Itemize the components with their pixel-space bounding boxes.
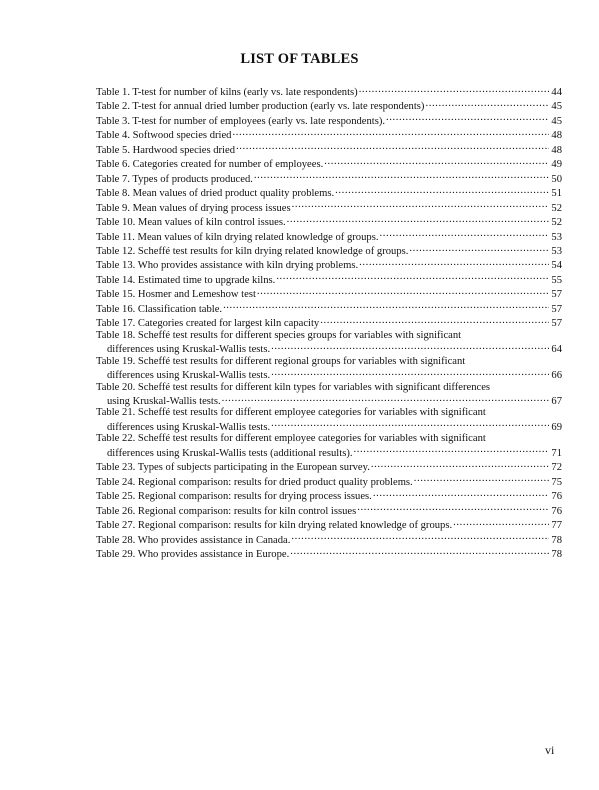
toc-entry (96, 127, 562, 141)
toc-entry-page-number: 54 (551, 260, 562, 272)
toc-entry-page-number: 69 (551, 421, 562, 433)
toc-entry-label: Table 10. Mean values of kiln control issues. (96, 217, 286, 229)
toc-entry-last-line (96, 419, 562, 433)
toc-entry-line (96, 382, 562, 393)
dot-leader (409, 243, 549, 254)
toc-entry (96, 382, 562, 408)
toc-entry-page-number: 57 (551, 289, 562, 301)
toc-entry (96, 503, 562, 517)
toc-entry-page-number: 78 (551, 534, 562, 546)
toc-entry-label: Table 24. Regional comparison: results for dried product quality problems. (96, 476, 413, 488)
page-number-footer: vi (545, 743, 555, 757)
table-of-contents-list (96, 84, 562, 560)
toc-entry-page-number: 52 (551, 202, 562, 214)
toc-entry-page-number: 76 (551, 491, 562, 503)
toc-entry (96, 113, 562, 127)
toc-entry-label: Table 17. Categories created for largest kiln capacity (96, 318, 320, 330)
toc-entry-page-number: 45 (551, 101, 562, 113)
dot-leader (254, 171, 549, 182)
toc-entry (96, 200, 562, 214)
toc-entry-last-line (96, 272, 562, 286)
toc-entry (96, 407, 562, 433)
dot-leader (373, 488, 549, 499)
toc-entry-last-line (96, 214, 562, 228)
dot-leader (425, 98, 549, 109)
toc-entry-label: differences using Kruskal-Wallis tests (additional results). (107, 447, 353, 459)
toc-entry-label: Table 4. Softwood species dried (96, 130, 232, 142)
toc-entry-page-number: 72 (551, 462, 562, 474)
toc-entry-page-number: 57 (551, 318, 562, 330)
dot-leader (359, 84, 549, 95)
dot-leader (232, 127, 549, 138)
toc-entry-page-number: 53 (551, 245, 562, 257)
toc-entry-line (96, 356, 562, 367)
toc-entry-page-number: 53 (551, 231, 562, 243)
dot-leader (386, 113, 549, 124)
toc-entry-last-line (96, 257, 562, 271)
dot-leader (292, 200, 549, 211)
toc-entry-label: Table 8. Mean values of dried product quality problems. (96, 188, 335, 200)
toc-entry-label: Table 26. Regional comparison: results for kiln control issues (96, 505, 357, 517)
toc-entry-last-line (96, 474, 562, 488)
dot-leader (290, 546, 549, 557)
toc-entry-last-line (96, 393, 562, 407)
toc-entry (96, 171, 562, 185)
toc-entry-last-line (96, 200, 562, 214)
toc-entry-page-number: 50 (551, 173, 562, 185)
dot-leader (335, 185, 549, 196)
toc-entry-last-line (96, 488, 562, 502)
toc-entry (96, 433, 562, 459)
toc-entry-last-line (96, 517, 562, 531)
toc-entry-page-number: 66 (551, 370, 562, 382)
toc-entry-page-number: 45 (551, 115, 562, 127)
toc-entry-last-line (96, 341, 562, 355)
toc-entry-label: Table 28. Who provides assistance in Canada. (96, 534, 291, 546)
toc-entry-page-number: 51 (551, 188, 562, 200)
toc-entry-label: Table 5. Hardwood species dried (96, 144, 235, 156)
dot-leader (414, 474, 549, 485)
toc-entry-label: differences using Kruskal-Wallis tests. (107, 421, 271, 433)
toc-entry (96, 517, 562, 531)
toc-entry-label: Table 6. Categories created for number of employees. (96, 159, 324, 171)
toc-entry (96, 459, 562, 473)
dot-leader (320, 315, 549, 326)
toc-entry-last-line (96, 301, 562, 315)
toc-entry-label: differences using Kruskal-Wallis tests. (107, 344, 271, 356)
toc-entry (96, 286, 562, 300)
toc-entry (96, 185, 562, 199)
toc-entry-line (96, 433, 562, 444)
dot-leader (357, 503, 549, 514)
toc-entry-last-line (96, 113, 562, 127)
toc-entry-page-number: 48 (551, 130, 562, 142)
toc-entry-label: differences using Kruskal-Wallis tests. (107, 370, 271, 382)
toc-entry-line (96, 330, 562, 341)
toc-entry-last-line (96, 546, 562, 560)
toc-entry-label: Table 25. Regional comparison: results for drying process issues. (96, 491, 372, 503)
toc-entry-line (96, 407, 562, 418)
toc-entry-last-line (96, 315, 562, 329)
toc-entry (96, 243, 562, 257)
toc-entry-label: Table 21. Scheffé test results for different employee categories for variables with significant (96, 407, 486, 419)
toc-entry (96, 98, 562, 112)
toc-entry-label: Table 29. Who provides assistance in Europe. (96, 548, 290, 560)
toc-entry (96, 532, 562, 546)
dot-leader (271, 367, 549, 378)
toc-entry-last-line (96, 445, 562, 459)
toc-entry-page-number: 67 (551, 395, 562, 407)
toc-entry-label: Table 16. Classification table. (96, 303, 223, 315)
dot-leader (271, 419, 549, 430)
toc-entry-label: Table 2. T-test for annual dried lumber production (early vs. late respondents) (96, 101, 425, 113)
toc-entry-last-line (96, 459, 562, 473)
dot-leader (276, 272, 549, 283)
dot-leader (359, 257, 549, 268)
dot-leader (236, 142, 549, 153)
toc-entry (96, 330, 562, 356)
toc-entry-last-line (96, 367, 562, 381)
toc-entry-last-line (96, 503, 562, 517)
toc-entry-label: Table 12. Scheffé test results for kiln drying related knowledge of groups. (96, 245, 409, 257)
dot-leader (223, 301, 549, 312)
toc-entry (96, 488, 562, 502)
toc-entry-label: Table 20. Scheffé test results for different kiln types for variables with significant differences (96, 381, 491, 393)
page-title: LIST OF TABLES (240, 51, 359, 67)
toc-entry-page-number: 49 (551, 159, 562, 171)
toc-entry-last-line (96, 171, 562, 185)
toc-entry (96, 257, 562, 271)
toc-entry (96, 84, 562, 98)
toc-entry-label: Table 7. Types of products produced. (96, 173, 253, 185)
toc-entry-label: Table 22. Scheffé test results for different employee categories for variables with significant (96, 433, 486, 445)
toc-entry-label: Table 15. Hosmer and Lemeshow test (96, 289, 256, 301)
toc-entry (96, 156, 562, 170)
dot-leader (287, 214, 549, 225)
toc-entry-last-line (96, 142, 562, 156)
dot-leader (271, 341, 549, 352)
toc-entry-page-number: 48 (551, 144, 562, 156)
toc-entry-label: using Kruskal-Wallis tests. (107, 395, 221, 407)
toc-entry-last-line (96, 229, 562, 243)
dot-leader (371, 459, 549, 470)
toc-entry-label: Table 13. Who provides assistance with kiln drying problems. (96, 260, 359, 272)
toc-entry (96, 229, 562, 243)
toc-entry-page-number: 52 (551, 217, 562, 229)
toc-entry (96, 546, 562, 560)
dot-leader (453, 517, 549, 528)
dot-leader (222, 393, 549, 404)
dot-leader (379, 229, 549, 240)
toc-entry (96, 474, 562, 488)
toc-entry-last-line (96, 243, 562, 257)
toc-entry-label: Table 19. Scheffé test results for different regional groups for variables with significant (96, 355, 466, 367)
toc-entry-last-line (96, 156, 562, 170)
toc-entry (96, 142, 562, 156)
toc-entry-page-number: 44 (551, 87, 562, 98)
toc-entry-label: Table 11. Mean values of kiln drying related knowledge of groups. (96, 231, 379, 243)
toc-entry-label: Table 1. T-test for number of kilns (early vs. late respondents) (96, 87, 358, 98)
dot-leader (291, 532, 549, 543)
toc-entry-label: Table 3. T-test for number of employees (early vs. late respondents). (96, 115, 386, 127)
dot-leader (324, 156, 549, 167)
toc-entry-last-line (96, 532, 562, 546)
toc-entry-last-line (96, 127, 562, 141)
toc-entry-label: Table 27. Regional comparison: results for kiln drying related knowledge of groups. (96, 520, 453, 532)
toc-entry-page-number: 64 (551, 344, 562, 356)
toc-entry-page-number: 71 (551, 447, 562, 459)
dot-leader (354, 445, 550, 456)
toc-entry-last-line (96, 185, 562, 199)
toc-entry-last-line (96, 84, 562, 98)
toc-entry-page-number: 77 (551, 520, 562, 532)
toc-entry-page-number: 55 (551, 274, 562, 286)
toc-entry-page-number: 78 (551, 548, 562, 560)
toc-entry-page-number: 75 (551, 476, 562, 488)
toc-entry-label: Table 18. Scheffé test results for different species groups for variables with significant (96, 329, 462, 341)
toc-entry-label: Table 23. Types of subjects participating in the European survey. (96, 462, 370, 474)
toc-entry (96, 272, 562, 286)
toc-entry-label: Table 9. Mean values of drying process issues (96, 202, 291, 214)
toc-entry (96, 214, 562, 228)
toc-entry-page-number: 57 (551, 303, 562, 315)
toc-entry-last-line (96, 98, 562, 112)
toc-entry-last-line (96, 286, 562, 300)
toc-entry (96, 356, 562, 382)
dot-leader (257, 286, 549, 297)
toc-entry-page-number: 76 (551, 505, 562, 517)
toc-entry (96, 315, 562, 329)
toc-entry (96, 301, 562, 315)
toc-entry-label: Table 14. Estimated time to upgrade kilns. (96, 274, 276, 286)
